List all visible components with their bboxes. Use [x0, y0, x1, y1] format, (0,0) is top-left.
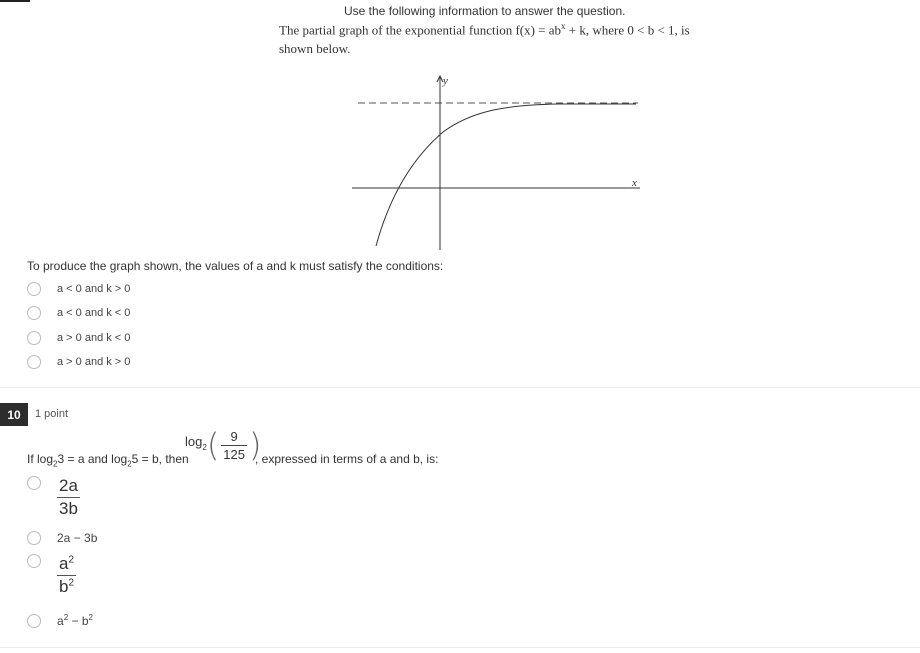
stem-mid1: 3 = a and log — [57, 452, 128, 466]
radio-button[interactable] — [27, 614, 41, 628]
question-10-trailing: , expressed in terms of a and b, is: — [255, 452, 439, 466]
answer-option-4[interactable] — [27, 613, 93, 628]
term-b-exponent: 2 — [88, 613, 93, 622]
x-axis-label: x — [632, 177, 637, 189]
stem-part1: The partial graph of the exponential function f(x) = ab — [279, 22, 562, 38]
y-axis-label: y — [443, 75, 448, 87]
log-expression — [185, 426, 261, 464]
log-fraction — [221, 429, 247, 462]
term-minus-b: − b — [68, 614, 89, 628]
question-intro: Use the following information to answer the question. — [344, 4, 626, 18]
option-denominator — [57, 575, 76, 597]
answer-option-1[interactable] — [27, 282, 130, 296]
stem-lead: If log — [27, 452, 54, 466]
radio-button[interactable] — [27, 554, 41, 568]
right-paren: ) — [249, 426, 262, 464]
exponential-curve — [376, 104, 636, 246]
exponential-graph — [348, 72, 648, 252]
question-stem — [279, 21, 690, 38]
answer-option-2[interactable] — [27, 531, 97, 545]
log-base-2: 2 — [127, 459, 132, 469]
option-label: 2a − 3b — [57, 531, 98, 545]
option-denominator: 3b — [59, 499, 78, 518]
answer-option-2[interactable] — [27, 306, 130, 320]
radio-button[interactable] — [27, 476, 41, 490]
question-number: 10 — [0, 403, 28, 426]
radio-button[interactable] — [27, 331, 41, 345]
option-numerator — [57, 554, 76, 575]
term-a-exponent: 2 — [63, 613, 69, 622]
denominator-base: b — [59, 577, 69, 596]
option-label — [57, 613, 93, 628]
stem-mid2: 5 = b, then — [131, 452, 189, 466]
question-divider — [0, 387, 920, 388]
answer-option-3[interactable] — [27, 554, 76, 597]
option-fraction — [57, 476, 80, 519]
option-numerator: 2a — [59, 476, 78, 495]
option-label: a < 0 and k > 0 — [57, 283, 131, 295]
question-points: 1 point — [35, 408, 69, 420]
radio-button[interactable] — [27, 306, 41, 320]
numerator-base: a — [59, 554, 69, 573]
radio-button[interactable] — [27, 355, 41, 369]
denominator-exponent: 2 — [68, 577, 75, 589]
radio-button[interactable] — [27, 282, 41, 296]
fraction-denominator: 125 — [223, 446, 245, 462]
question-stem-line2: shown below. — [279, 41, 351, 56]
log-expression-base: 2 — [202, 442, 207, 452]
question-10-stem — [27, 452, 189, 468]
stem-exponent: x — [561, 21, 566, 31]
option-label: a < 0 and k < 0 — [57, 307, 131, 319]
option-fraction — [57, 554, 76, 597]
left-paren: ( — [206, 426, 220, 464]
answer-option-3[interactable] — [27, 331, 130, 345]
question-prompt: To produce the graph shown, the values of a and k must satisfy the conditions: — [27, 259, 444, 273]
log-prefix: log — [185, 433, 203, 449]
option-label: a > 0 and k > 0 — [57, 356, 131, 368]
term-a: a — [57, 614, 64, 628]
option-label: a > 0 and k < 0 — [57, 332, 131, 344]
stem-part2: + k, where 0 < b < 1, is — [565, 22, 690, 38]
answer-option-4[interactable] — [27, 355, 130, 369]
log-base-1: 2 — [53, 459, 58, 469]
answer-option-1[interactable] — [27, 476, 80, 519]
numerator-exponent: 2 — [68, 554, 75, 566]
radio-button[interactable] — [27, 531, 41, 545]
bottom-divider — [0, 647, 920, 648]
fraction-numerator: 9 — [230, 428, 238, 444]
